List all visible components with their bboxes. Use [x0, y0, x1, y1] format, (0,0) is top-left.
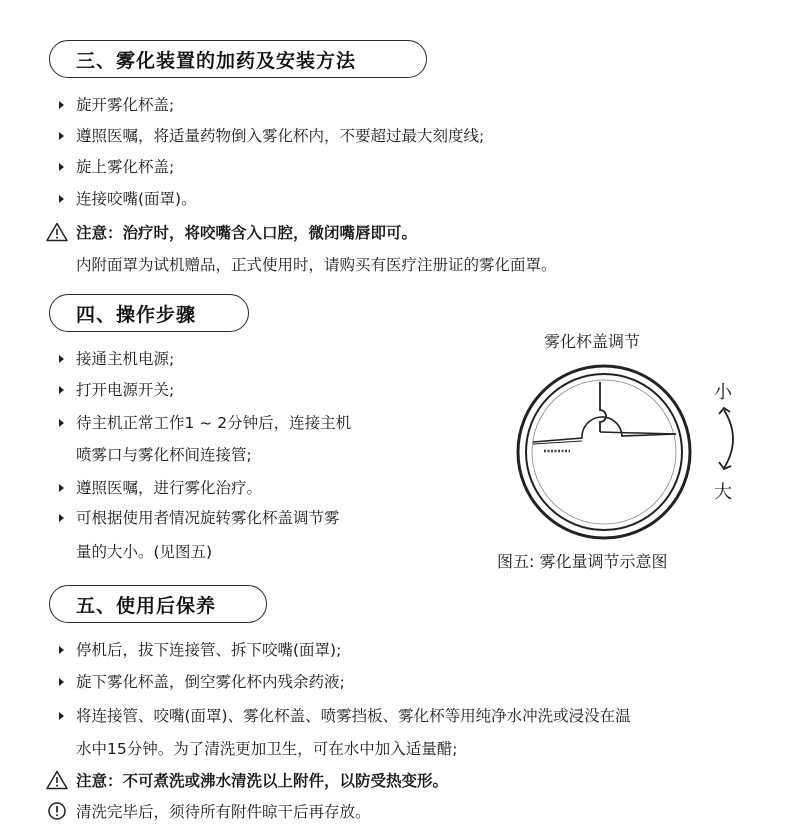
bullet-arrow-icon [59, 355, 64, 363]
bullet-arrow-icon [59, 484, 64, 492]
section3-title-text: 三、雾化装置的加药及安装方法 [76, 49, 357, 72]
section5-item-1: 停机后，拔下连接管、拆下咬嘴(面罩); [76, 641, 342, 659]
curved-double-arrow-icon [716, 404, 746, 474]
section4-item-3b: 喷雾口与雾化杯间连接管; [76, 446, 252, 464]
section5-warning: 注意：不可煮洗或沸水清洗以上附件，以防受热变形。 [76, 772, 449, 790]
section3-item-1: 旋开雾化杯盖; [76, 96, 175, 114]
bullet-arrow-icon [59, 712, 64, 720]
section5-item-3a: 将连接管、咬嘴(面罩)、雾化杯盖、喷雾挡板、雾化杯等用纯净水冲洗或浸没在温 [76, 707, 631, 725]
figure-label-small: 小 [714, 382, 732, 403]
warning-triangle-icon [46, 222, 68, 242]
section3-note: 内附面罩为试机赠品，正式使用时，请购买有医疗注册证的雾化面罩。 [76, 256, 557, 274]
section5-title [49, 585, 267, 623]
info-circle-icon [47, 801, 67, 821]
cup-lid-diagram [514, 362, 694, 542]
section3-warning: 注意：治疗时，将咬嘴含入口腔，微闭嘴唇即可。 [76, 224, 418, 242]
section5-title-text: 五、使用后保养 [76, 594, 217, 617]
section4-item-5a: 可根据使用者情况旋转雾化杯盖调节雾 [76, 509, 340, 527]
section3-item-4: 连接咬嘴(面罩)。 [76, 190, 197, 208]
bullet-arrow-icon [59, 514, 64, 522]
section4-item-2: 打开电源开关; [76, 381, 175, 399]
section4-title-text: 四、操作步骤 [76, 303, 197, 326]
bullet-arrow-icon [59, 132, 64, 140]
bullet-arrow-icon [59, 419, 64, 427]
warning-triangle-icon [46, 770, 68, 790]
figure-title: 雾化杯盖调节 [544, 332, 641, 351]
section5-item-3b: 水中15分钟。为了清洗更加卫生，可在水中加入适量醋; [76, 740, 458, 758]
section4-item-1: 接通主机电源; [76, 350, 175, 368]
section4-item-3a: 待主机正常工作1 ~ 2分钟后，连接主机 [76, 414, 352, 432]
section4-item-4: 遵照医嘱，进行雾化治疗。 [76, 479, 263, 497]
figure-label-large: 大 [714, 482, 732, 503]
section5-info: 清洗完毕后，须待所有附件晾干后再存放。 [76, 803, 371, 821]
bullet-arrow-icon [59, 101, 64, 109]
bullet-arrow-icon [59, 678, 64, 686]
figure-caption: 图五: 雾化量调节示意图 [497, 552, 668, 571]
bullet-arrow-icon [59, 386, 64, 394]
section3-item-2: 遵照医嘱，将适量药物倒入雾化杯内，不要超过最大刻度线; [76, 127, 485, 145]
bullet-arrow-icon [59, 163, 64, 171]
section4-item-5b: 量的大小。(见图五) [76, 543, 213, 561]
section3-item-3: 旋上雾化杯盖; [76, 158, 175, 176]
section4-title [49, 294, 249, 332]
bullet-arrow-icon [59, 646, 64, 654]
bullet-arrow-icon [59, 195, 64, 203]
section3-title [49, 40, 427, 78]
section5-item-2: 旋下雾化杯盖，倒空雾化杯内残余药液; [76, 673, 345, 691]
